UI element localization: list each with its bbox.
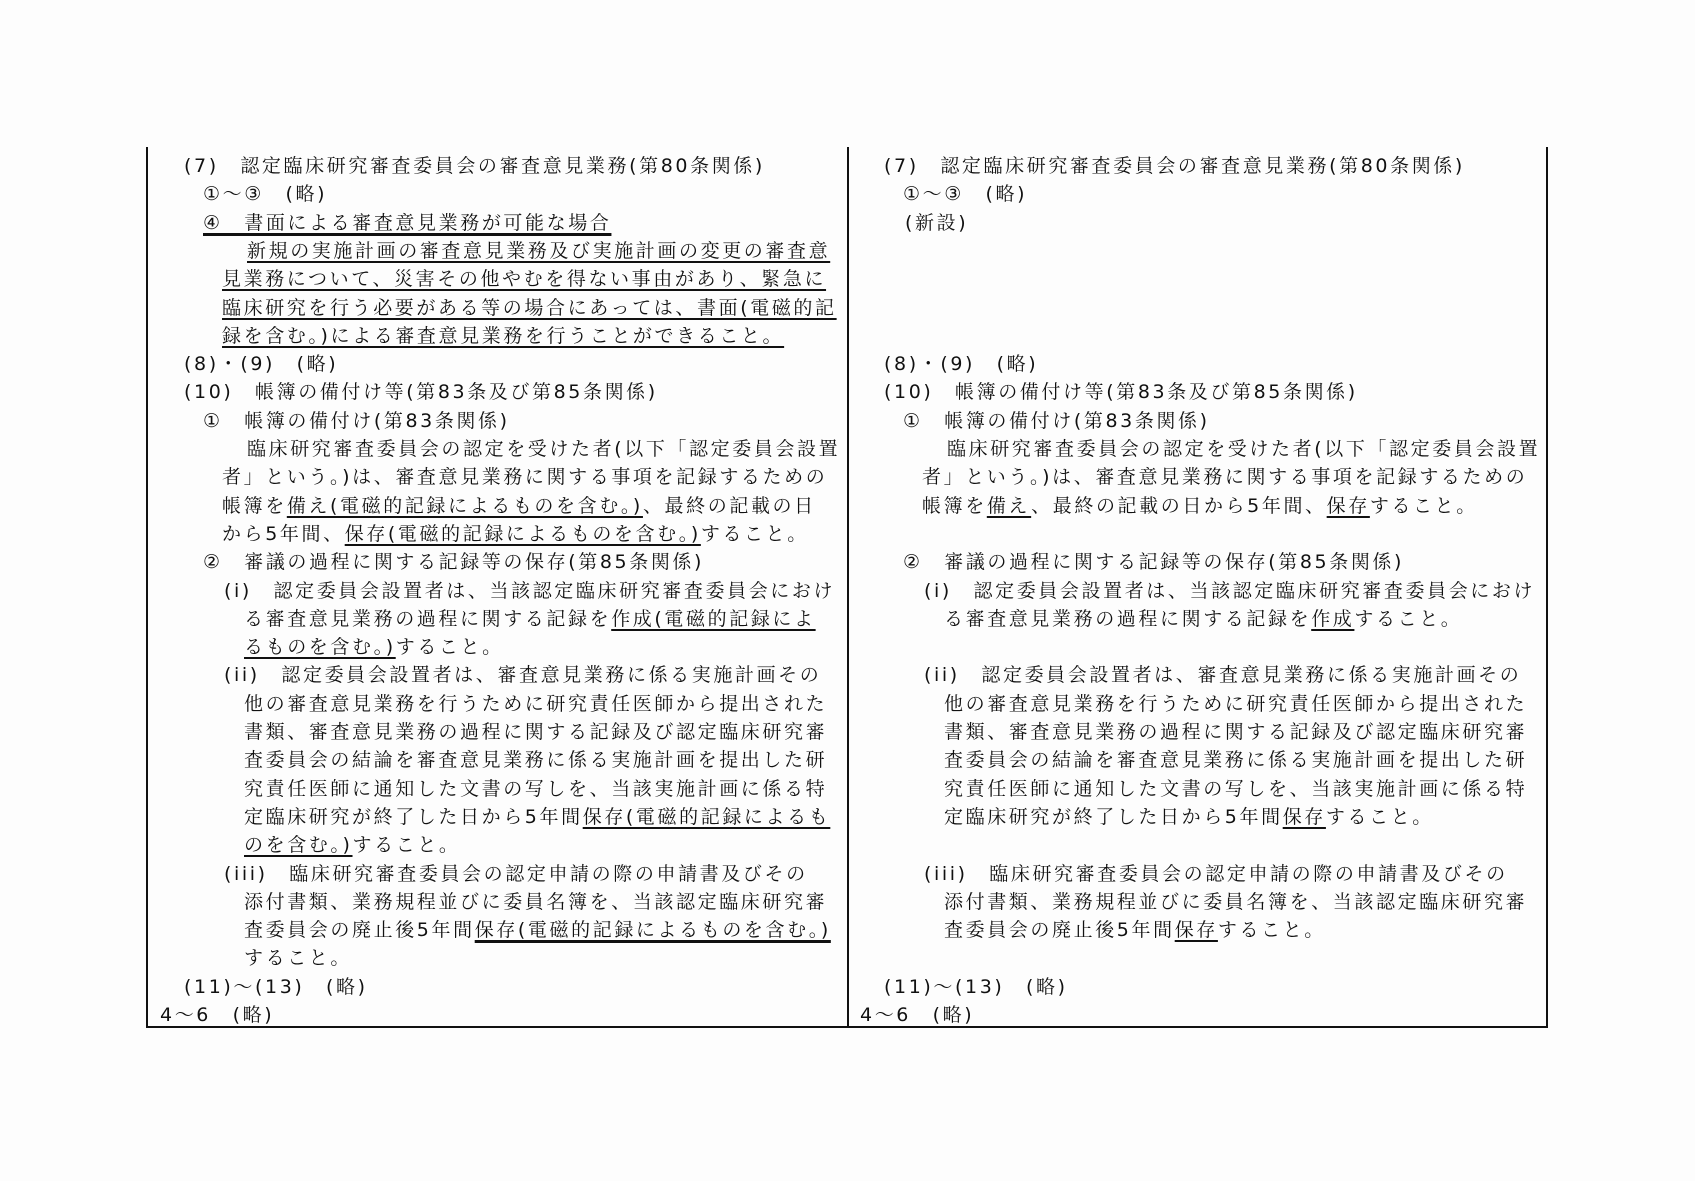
text-line xyxy=(944,916,1326,944)
text-segment: ① 帳簿の備付け(第83条関係) xyxy=(203,409,510,432)
text-segment: ② 審議の過程に関する記録等の保存(第85条関係) xyxy=(203,551,705,574)
amended-text: のを含む。) xyxy=(244,834,353,857)
text-line xyxy=(884,973,1068,1001)
amended-text: 新規の実施計画の審査意見業務及び実施計画の変更の審査意 xyxy=(247,239,831,262)
text-segment: 他の審査意見業務を行うために研究責任医師から提出された xyxy=(944,692,1528,715)
text-line xyxy=(160,1001,274,1029)
text-line xyxy=(222,265,826,293)
text-line xyxy=(944,718,1527,746)
amended-text: 録を含む。)による審査意見業務を行うことができること。 xyxy=(222,324,785,347)
text-segment: 臨床研究審査委員会の認定を受けた者(以下「認定委員会設置 xyxy=(947,438,1541,460)
text-line xyxy=(922,463,1527,491)
text-segment: 査委員会の結論を審査意見業務に係る実施計画を提出した研 xyxy=(944,749,1528,772)
text-segment: (7) 認定臨床研究審査委員会の審査意見業務(第80条関係) xyxy=(884,155,1465,177)
text-line xyxy=(944,803,1434,831)
text-segment: 他の審査意見業務を行うために研究責任医師から提出された xyxy=(244,692,828,715)
text-segment: すること。 xyxy=(1217,919,1326,942)
text-line xyxy=(244,690,827,718)
text-line xyxy=(244,633,504,661)
text-line xyxy=(222,463,827,491)
text-segment: すること。 xyxy=(395,636,504,659)
amended-text: 作成(電磁的記録によ xyxy=(611,607,816,630)
text-segment: (iii) 臨床研究審査委員会の認定申請の際の申請書及びその xyxy=(224,862,808,885)
text-segment: 、最終の記載の日 xyxy=(642,494,816,517)
text-segment: (7) 認定臨床研究審査委員会の審査意見業務(第80条関係) xyxy=(184,155,765,177)
text-line xyxy=(903,407,1210,435)
text-line xyxy=(924,577,1535,605)
amended-text: 保存 xyxy=(1282,805,1326,828)
text-segment: (i) 認定委員会設置者は、当該認定臨床研究審査委員会におけ xyxy=(224,579,836,602)
text-line xyxy=(944,775,1527,803)
text-segment: (iii) 臨床研究審査委員会の認定申請の際の申請書及びその xyxy=(924,862,1508,885)
amended-text: 見業務について、災害その他やむを得ない事由があり、緊急に xyxy=(222,268,827,291)
text-line xyxy=(905,209,968,237)
text-line xyxy=(922,492,1478,520)
text-segment: 査委員会の廃止後5年間 xyxy=(244,919,475,942)
text-line xyxy=(903,548,1404,576)
amended-text: 備え xyxy=(986,494,1032,517)
text-line xyxy=(224,577,835,605)
text-line xyxy=(203,548,704,576)
text-segment: 帳簿を xyxy=(222,494,287,517)
text-segment: 書類、審査意見業務の過程に関する記録及び認定臨床研究審 xyxy=(944,721,1528,743)
amended-text: 保存 xyxy=(1174,919,1218,942)
text-segment: ① 帳簿の備付け(第83条関係) xyxy=(903,409,1210,432)
text-line xyxy=(224,661,821,689)
text-line xyxy=(884,378,1358,406)
text-segment: すること。 xyxy=(1369,494,1478,517)
text-line xyxy=(203,180,327,208)
text-line xyxy=(247,237,830,265)
text-line xyxy=(222,294,837,322)
text-segment: 定臨床研究が終了した日から5年間 xyxy=(944,805,1283,828)
amended-text: 保存(電磁的記録によるも xyxy=(582,805,831,828)
text-line xyxy=(944,746,1527,774)
text-line xyxy=(944,605,1462,633)
text-segment: (10) 帳簿の備付け等(第83条及び第85条関係) xyxy=(884,381,1358,404)
text-line xyxy=(222,322,784,350)
text-segment: (i) 認定委員会設置者は、当該認定臨床研究審査委員会におけ xyxy=(924,579,1536,602)
text-line xyxy=(203,407,510,435)
text-segment: 、最終の記載の日から5年間、 xyxy=(1031,494,1327,517)
amended-text: 備え(電磁的記録によるものを含む。) xyxy=(286,494,643,517)
text-line xyxy=(222,520,809,548)
text-segment: ①～③ (略) xyxy=(203,183,328,206)
text-segment: (11)～(13) (略) xyxy=(884,975,1068,998)
text-segment: すること。 xyxy=(244,947,353,970)
text-segment: 査委員会の結論を審査意見業務に係る実施計画を提出した研 xyxy=(244,749,828,772)
text-line xyxy=(184,350,338,378)
text-segment: (10) 帳簿の備付け等(第83条及び第85条関係) xyxy=(184,381,658,404)
text-segment: から5年間、 xyxy=(222,522,345,545)
text-segment: 4～6 (略) xyxy=(860,1004,975,1026)
text-segment: 究責任医師に通知した文書の写しを、当該実施計画に係る特 xyxy=(944,777,1528,800)
amended-text: 保存 xyxy=(1326,494,1370,517)
text-line xyxy=(244,775,827,803)
text-line xyxy=(203,209,611,237)
text-line xyxy=(184,152,765,180)
text-line xyxy=(244,831,461,859)
amended-text: 臨床研究を行う必要がある等の場合にあっては、書面(電磁的記 xyxy=(222,296,837,319)
text-line xyxy=(860,1001,974,1029)
text-line xyxy=(244,746,827,774)
text-line xyxy=(244,888,827,916)
text-segment: 臨床研究審査委員会の認定を受けた者(以下「認定委員会設置 xyxy=(247,438,841,460)
text-line xyxy=(944,690,1527,718)
text-segment: すること。 xyxy=(1354,607,1463,630)
text-segment: 添付書類、業務規程並びに委員名簿を、当該認定臨床研究審 xyxy=(944,890,1528,913)
text-segment: 究責任医師に通知した文書の写しを、当該実施計画に係る特 xyxy=(244,777,828,800)
text-segment: 4～6 (略) xyxy=(160,1004,275,1026)
amended-text: るものを含む。) xyxy=(244,636,396,659)
text-segment: 定臨床研究が終了した日から5年間 xyxy=(244,805,583,828)
text-line xyxy=(247,435,840,463)
text-line xyxy=(244,605,816,633)
text-segment: (新設) xyxy=(905,211,969,234)
text-segment: すること。 xyxy=(352,834,461,857)
text-line xyxy=(244,916,831,944)
text-segment: (11)～(13) (略) xyxy=(184,975,368,998)
text-line xyxy=(884,152,1465,180)
text-segment: 査委員会の廃止後5年間 xyxy=(944,919,1175,942)
amended-text: 保存(電磁的記録によるものを含む。) xyxy=(344,522,701,545)
text-line xyxy=(244,718,827,746)
text-segment: る審査意見業務の過程に関する記録を xyxy=(944,607,1312,630)
text-segment: 添付書類、業務規程並びに委員名簿を、当該認定臨床研究審 xyxy=(244,890,828,913)
text-segment: すること。 xyxy=(700,522,809,545)
text-line xyxy=(903,180,1027,208)
text-segment: 書類、審査意見業務の過程に関する記録及び認定臨床研究審 xyxy=(244,721,828,743)
text-line xyxy=(224,860,808,888)
amended-text: 保存(電磁的記録によるものを含む。) xyxy=(474,919,831,942)
text-line xyxy=(244,944,352,972)
text-line xyxy=(184,973,368,1001)
text-segment: ② 審議の過程に関する記録等の保存(第85条関係) xyxy=(903,551,1405,574)
column-divider xyxy=(847,147,849,1028)
text-segment: る審査意見業務の過程に関する記録を xyxy=(244,607,612,630)
text-line xyxy=(944,888,1527,916)
text-segment: (8)・(9) (略) xyxy=(184,353,339,376)
text-line xyxy=(222,492,816,520)
text-segment: 者」という。)は、審査意見業務に関する事項を記録するための xyxy=(922,466,1528,489)
text-segment: (8)・(9) (略) xyxy=(884,353,1039,376)
text-line xyxy=(184,378,658,406)
text-line xyxy=(924,661,1521,689)
amended-text: ④ 書面による審査意見業務が可能な場合 xyxy=(203,211,612,234)
text-segment: (ii) 認定委員会設置者は、審査意見業務に係る実施計画その xyxy=(224,664,822,687)
text-line xyxy=(924,860,1508,888)
text-segment: ①～③ (略) xyxy=(903,183,1028,206)
amended-text: 作成 xyxy=(1311,607,1355,630)
text-segment: 者」という。)は、審査意見業務に関する事項を記録するための xyxy=(222,466,828,489)
text-line xyxy=(947,435,1540,463)
text-segment: すること。 xyxy=(1325,805,1434,828)
text-line xyxy=(244,803,830,831)
text-segment: (ii) 認定委員会設置者は、審査意見業務に係る実施計画その xyxy=(924,664,1522,687)
text-line xyxy=(884,350,1038,378)
text-segment: 帳簿を xyxy=(922,494,987,517)
